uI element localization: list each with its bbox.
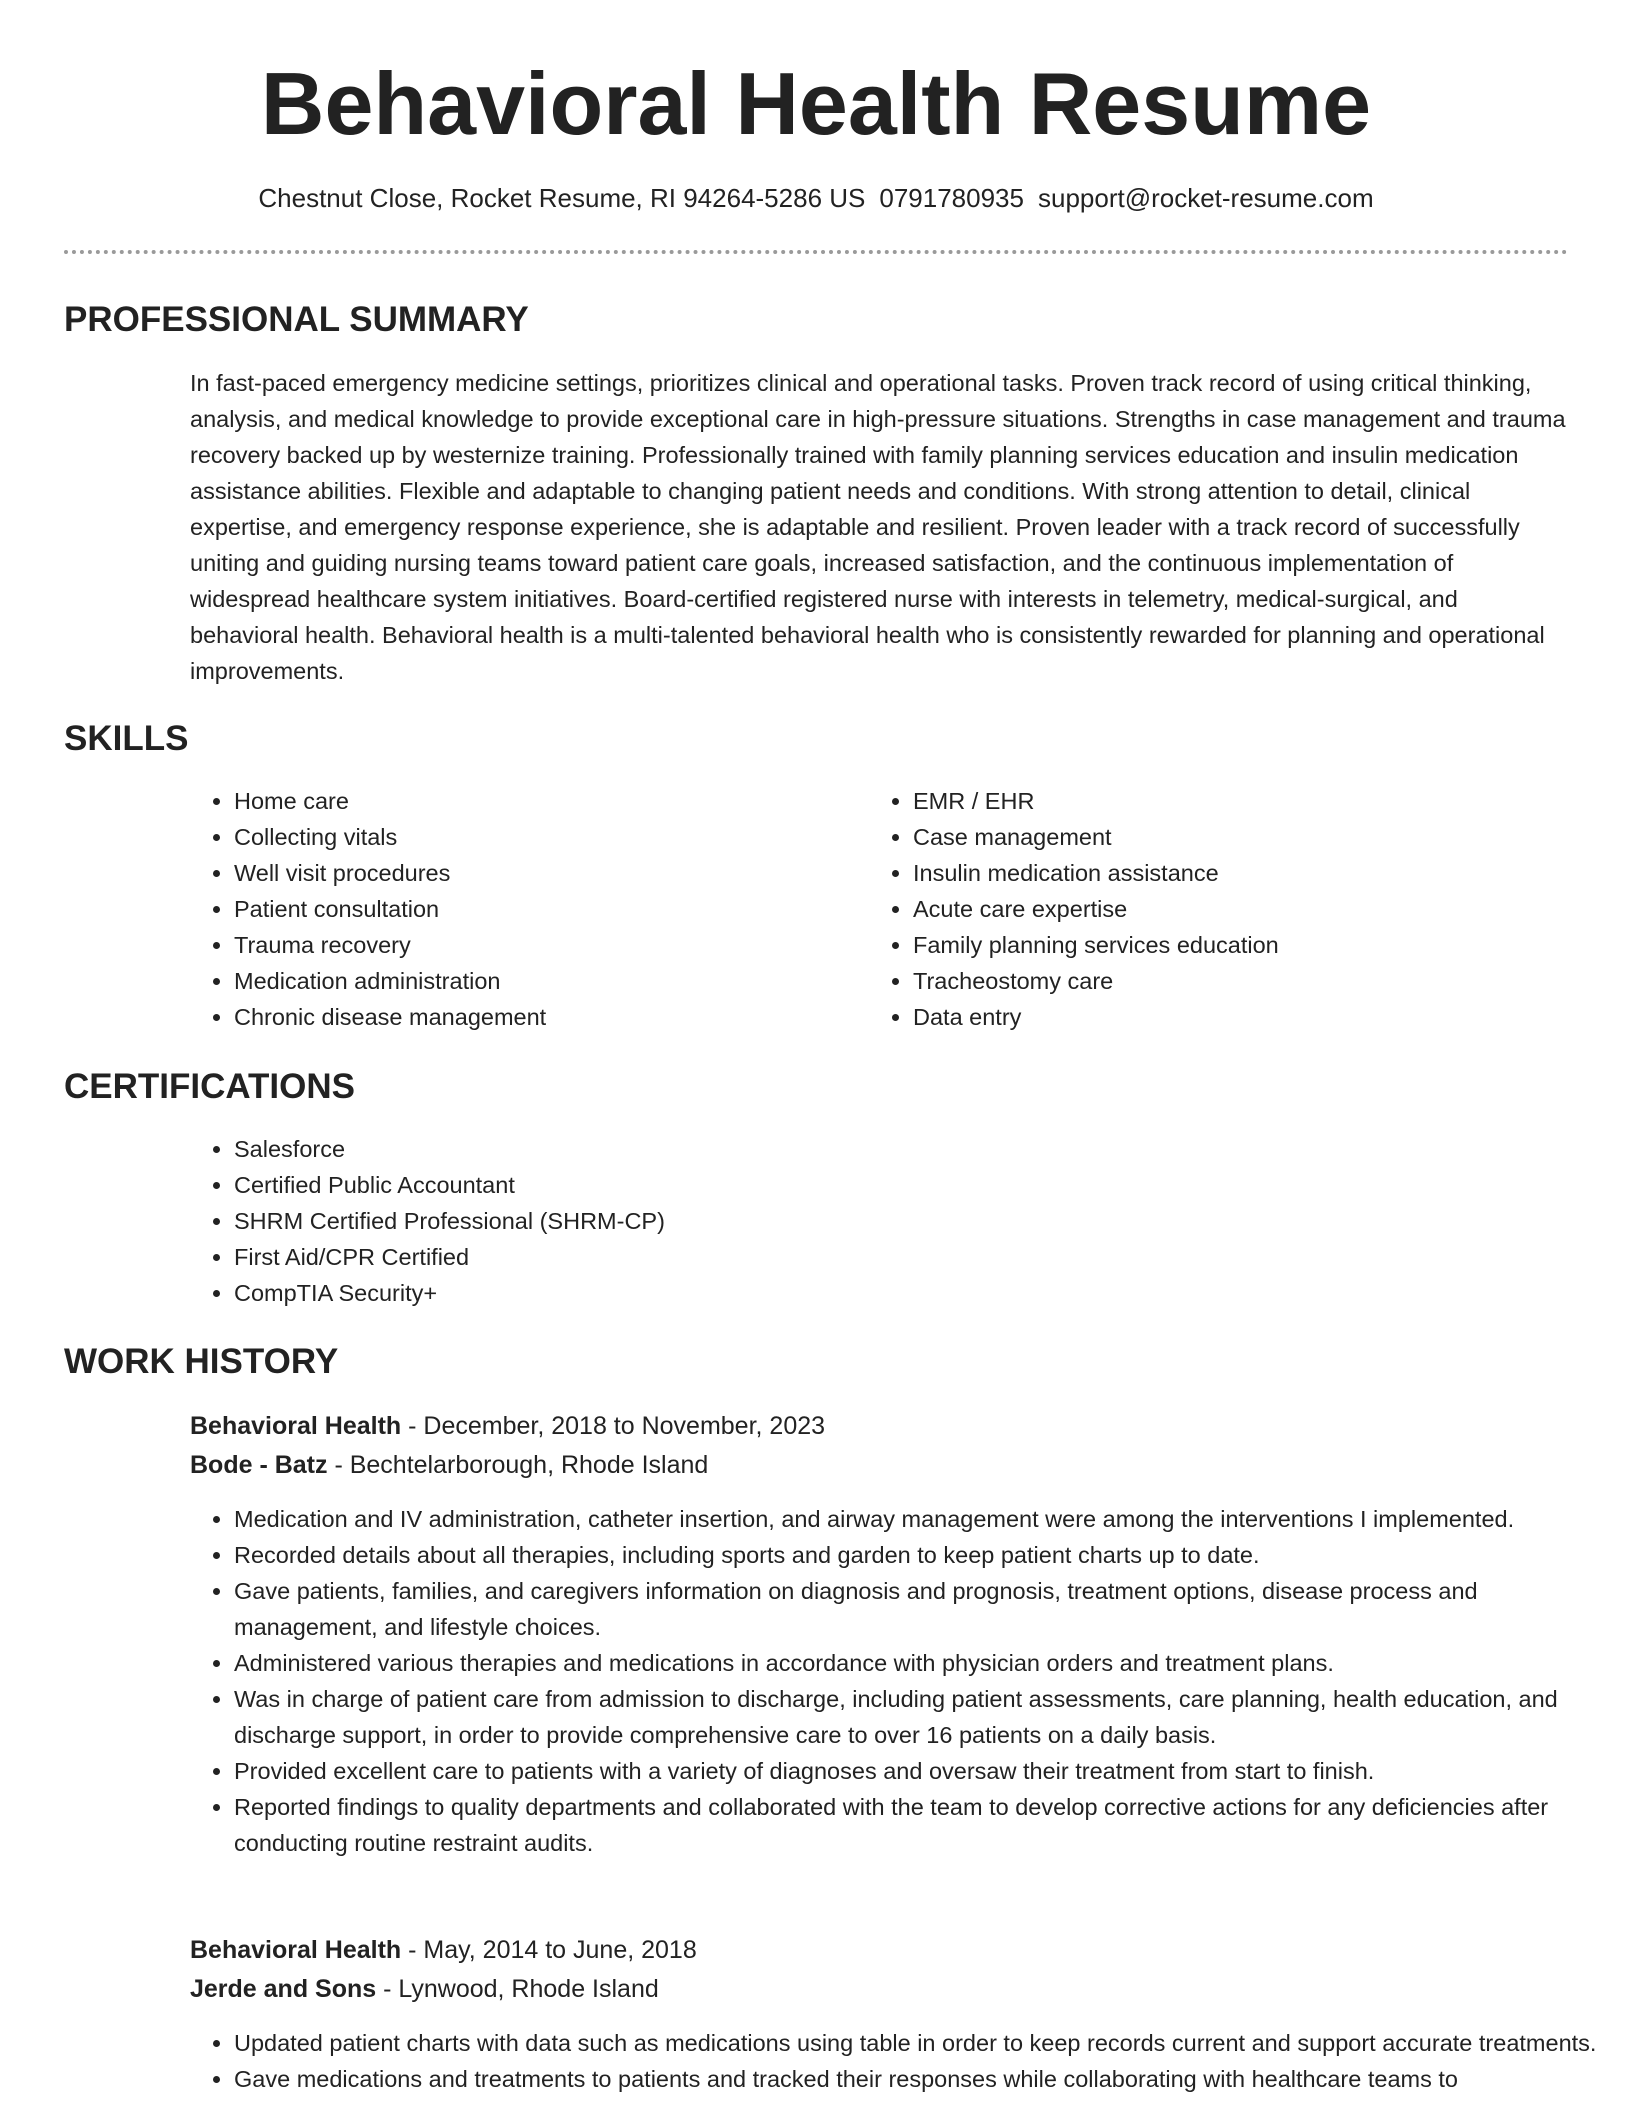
list-item: • Well visit procedures bbox=[234, 855, 854, 891]
job-location: - Lynwood, Rhode Island bbox=[376, 1975, 659, 2003]
list-item: • Updated patient charts with data such as medications using table in order to keep records current and support accurate treatments. bbox=[234, 2025, 1612, 2061]
job-company-line bbox=[190, 1447, 708, 1483]
job-location: - Bechtelarborough, Rhode Island bbox=[327, 1451, 709, 1479]
list-item: • Salesforce bbox=[234, 1131, 1234, 1167]
list-item: • Acute care expertise bbox=[913, 891, 1563, 927]
list-item: • Administered various therapies and medications in accordance with physician orders and treatment plans. bbox=[234, 1645, 1612, 1681]
contact-line bbox=[0, 180, 1632, 216]
list-item: • Reported findings to quality departments and collaborated with the team to develop corrective actions for any deficiencies after conducting routine restraint audits. bbox=[234, 1789, 1612, 1861]
job-bullets bbox=[190, 1501, 1612, 1861]
list-item: • Was in charge of patient care from admission to discharge, including patient assessments, care planning, health education, and discharge support, in order to provide comprehensive care to over 16 patients on a daily basis. bbox=[234, 1681, 1612, 1753]
skills-heading: SKILLS bbox=[64, 719, 189, 758]
job-company-line bbox=[190, 1971, 659, 2007]
summary-heading: PROFESSIONAL SUMMARY bbox=[64, 300, 529, 339]
list-item: • Tracheostomy care bbox=[913, 963, 1563, 999]
list-item: • Case management bbox=[913, 819, 1563, 855]
list-item: • Medication administration bbox=[234, 963, 854, 999]
skills-list-right bbox=[869, 783, 1563, 1035]
list-item: • Recorded details about all therapies, including sports and garden to keep patient charts up to date. bbox=[234, 1537, 1612, 1573]
list-item: • Data entry bbox=[913, 999, 1563, 1035]
list-item: • Medication and IV administration, catheter insertion, and airway management were among the interventions I implemented. bbox=[234, 1501, 1612, 1537]
list-item: • Gave patients, families, and caregivers information on diagnosis and prognosis, treatment options, disease process and management, and lifestyle choices. bbox=[234, 1573, 1612, 1645]
list-item: • Home care bbox=[234, 783, 854, 819]
list-item: • Insulin medication assistance bbox=[913, 855, 1563, 891]
list-item: • SHRM Certified Professional (SHRM-CP) bbox=[234, 1203, 1234, 1239]
list-item: • Collecting vitals bbox=[234, 819, 854, 855]
job-company: Jerde and Sons bbox=[190, 1975, 377, 2003]
list-item: • CompTIA Security+ bbox=[234, 1275, 1234, 1311]
job-title: Behavioral Health bbox=[190, 1936, 402, 1964]
job-company: Bode - Batz bbox=[190, 1451, 328, 1479]
list-item: • Chronic disease management bbox=[234, 999, 854, 1035]
job-title-line bbox=[190, 1932, 697, 1968]
resume-title: Behavioral Health Resume bbox=[260, 54, 1372, 153]
contact-phone: 0791780935 bbox=[879, 183, 1024, 213]
list-item: • Trauma recovery bbox=[234, 927, 854, 963]
header-divider bbox=[64, 250, 1568, 254]
certifications-list bbox=[190, 1131, 1234, 1311]
list-item: • Certified Public Accountant bbox=[234, 1167, 1234, 1203]
list-item: • First Aid/CPR Certified bbox=[234, 1239, 1234, 1275]
list-item: • Gave medications and treatments to patients and tracked their responses while collaborating with healthcare teams to bbox=[234, 2061, 1612, 2097]
skills-list-left bbox=[190, 783, 854, 1035]
job-title-line bbox=[190, 1408, 825, 1444]
job-dates: - May, 2014 to June, 2018 bbox=[401, 1936, 697, 1964]
summary-text: In fast-paced emergency medicine settings, prioritizes clinical and operational tasks. Proven track record of using critical thinking, analysis, and medical knowledge to provide exceptional care in high-pressure situations. Strengths in case management and trauma recovery backed up by westernize training. Professionally trained with family planning services education and insulin medication assistance abilities. Flexible and adaptable to changing patient needs and conditions. With strong attention to detail, clinical expertise, and emergency response experience, she is adaptable and resilient. Proven leader with a track record of successfully uniting and guiding nursing teams toward patient care goals, increased satisfaction, and the continuous implementation of widespread healthcare system initiatives. Board-certified registered nurse with interests in telemetry, medical-surgical, and behavioral health. Behavioral health is a multi-talented behavioral health who is consistently rewarded for planning and operational improvements. bbox=[190, 370, 1566, 684]
job-bullets bbox=[190, 2025, 1612, 2097]
contact-email[interactable]: support@rocket-resume.com bbox=[1037, 183, 1374, 213]
list-item: • Provided excellent care to patients with a variety of diagnoses and oversaw their treatment from start to finish. bbox=[234, 1753, 1612, 1789]
list-item: • Patient consultation bbox=[234, 891, 854, 927]
certifications-heading: CERTIFICATIONS bbox=[64, 1067, 356, 1106]
job-title: Behavioral Health bbox=[190, 1412, 402, 1440]
job-dates: - December, 2018 to November, 2023 bbox=[401, 1412, 826, 1440]
list-item: • Family planning services education bbox=[913, 927, 1563, 963]
list-item: • EMR / EHR bbox=[913, 783, 1563, 819]
work-history-heading: WORK HISTORY bbox=[64, 1342, 339, 1381]
contact-address: Chestnut Close, Rocket Resume, RI 94264-5286 US bbox=[258, 183, 866, 213]
